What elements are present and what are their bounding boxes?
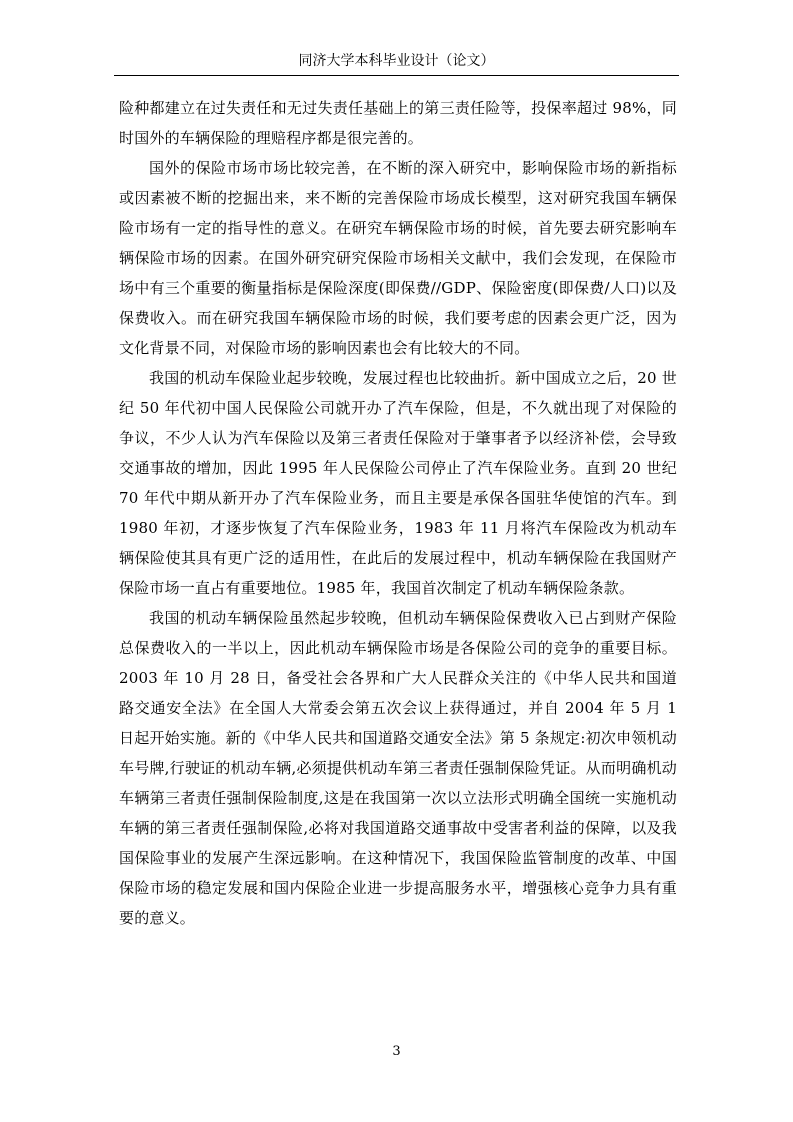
body-text: [119, 93, 677, 933]
page-header-title: 同济大学本科毕业设计（论文）: [298, 53, 495, 69]
page-number: 3: [392, 1044, 401, 1059]
paragraph-2: 国外的保险市场市场比较完善，在不断的深入研究中，影响保险市场的新指标或因素被不断的挖掘出来，来不断的完善保险市场成长模型，这对研究我国车辆保险市场有一定的指导性的意义。在研究车辆保险市场的时候，首先要去研究影响车辆保险市场的因素。在国外研究研究保险市场相关文献中，我们会发现，在保险市场中有三个重要的衡量指标是保险深度(即保费//GDP、保险密度(即保费/人口)以及保费收入。而在研究我国车辆保险市场的时候，我们要考虑的因素会更广泛，因为文化背景不同，对保险市场的影响因素也会有比较大的不同。: [119, 159, 677, 357]
paragraph-4: 我国的机动车辆保险虽然起步较晚，但机动车辆保险保费收入已占到财产保险总保费收入的一半以上，因此机动车辆保险市场是各保险公司的竞争的重要目标。2003 年 10 月 28 日，备受社会各界和广大人民群众关注的《中华人民共和国道路交通安全法》在全国人大常委会第五次会议上获得通过，并自 2004 年 5 月 1 日起开始实施。新的《中华人民共和国道路交通安全法》第 5 条规定:初次申领机动车号牌,行驶证的机动车辆,必须提供机动车第三者责任强制保险凭证。从而明确机动车辆第三者责任强制保险制度,这是在我国第一次以立法形式明确全国统一实施机动车辆的第三者责任强制保险,必将对我国道路交通事故中受害者利益的保障，以及我国保险事业的发展产生深远影响。在这种情况下，我国保险监管制度的改革、中国保险市场的稳定发展和国内保险企业进一步提高服务水平，增强核心竞争力具有重要的意义。: [119, 609, 677, 927]
header-divider: [114, 75, 679, 76]
paragraph-3: 我国的机动车保险业起步较晚，发展过程也比较曲折。新中国成立之后，20 世纪 50 年代初中国人民保险公司就开办了汽车保险，但是，不久就出现了对保险的争议，不少人认为汽车保险以及第三者责任保险对于肇事者予以经济补偿，会导致交通事故的增加，因此 1995 年人民保险公司停止了汽车保险业务。直到 20 世纪 70 年代中期从新开办了汽车保险业务，而且主要是承保各国驻华使馆的汽车。到 1980 年初，才逐步恢复了汽车保险业务，1983 年 11 月将汽车保险改为机动车辆保险使其具有更广泛的适用性，在此后的发展过程中，机动车辆保险在我国财产保险市场一直占有重要地位。1985 年，我国首次制定了机动车辆保险条款。: [119, 369, 677, 597]
paragraph-1: 险种都建立在过失责任和无过失责任基础上的第三责任险等，投保率超过 98%，同时国外的车辆保险的理赔程序都是很完善的。: [119, 99, 677, 147]
